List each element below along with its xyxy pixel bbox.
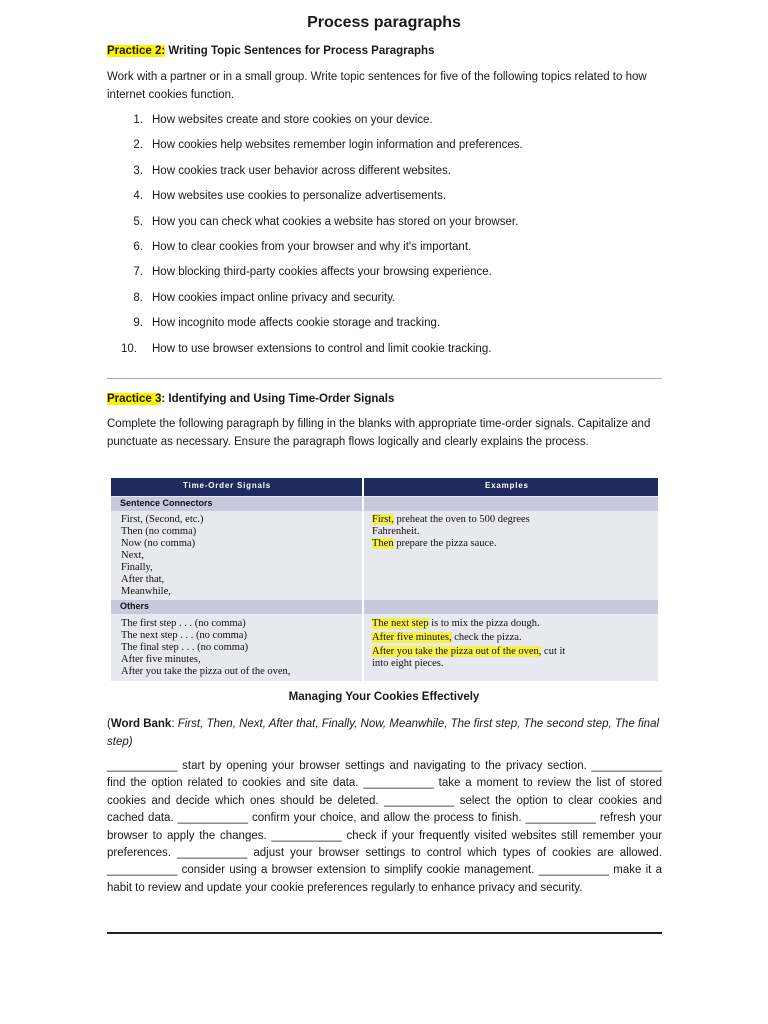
table-example (372, 632, 522, 644)
table-column-divider (362, 478, 364, 681)
word-bank (107, 716, 662, 751)
list-item (107, 188, 662, 213)
word-bank-open: ( (107, 718, 111, 730)
list-text: How blocking third-party cookies affects your browsing experience. (152, 266, 492, 279)
table-example (372, 618, 540, 630)
list-text: How websites use cookies to personalize advertisements. (152, 190, 447, 203)
page-title: Process paragraphs (307, 14, 461, 31)
word-bank-label: Word Bank (110, 718, 172, 730)
table-cell: First, (Second, etc.) (121, 514, 204, 525)
practice3-heading-text: : Identifying and Using Time-Order Signals (161, 393, 395, 405)
list-text: How cookies track user behavior across different websites. (152, 164, 451, 177)
list-item (107, 163, 662, 188)
list-item (107, 315, 662, 340)
list-text: How cookies impact online privacy and security. (152, 291, 396, 304)
highlighted-signal: First, (372, 514, 394, 525)
highlighted-signal: After five minutes, (372, 632, 452, 643)
exercise-title: Managing Your Cookies Effectively (288, 691, 480, 703)
table-cell: Then (no comma) (121, 526, 197, 537)
list-number: 6. (133, 240, 143, 253)
practice3-heading (107, 393, 394, 405)
list-item (107, 264, 662, 289)
practice3-label: Practice 3 (107, 393, 162, 405)
list-number: 1. (133, 114, 143, 126)
list-number: 5. (133, 215, 143, 228)
table-example (372, 646, 565, 658)
fill-in-paragraph: ___________ start by opening your browser settings and navigating to the privacy section. ___________ find the option related to cookies and site data. ___________ take a moment to review the list of stored cookies and decide which ones should be deleted. ___________ select the option to clear cookies and cached data. ___________ confirm your choice, and allow the process to finish. ___________ refresh your browser to apply the changes. ___________ check if your frequently visited websites still remember your preferences. ___________ adjust your browser settings to control which types of cookies are allowed. ___________ consider using a browser extension to simplify cookie management. ___________ make it a habit to review and update your cookie preferences regularly to enhance privacy and security. (107, 760, 662, 894)
table-cell: Meanwhile, (121, 586, 171, 597)
list-number: 10. (121, 342, 137, 355)
table-example (372, 538, 496, 550)
list-number: 8. (133, 291, 143, 304)
example-text: cut it (541, 646, 566, 657)
table-cell: Now (no comma) (121, 538, 196, 549)
list-number: 3. (133, 164, 143, 177)
table-section-band (111, 497, 658, 511)
table-cell: After you take the pizza out of the oven, (121, 666, 291, 677)
list-item (107, 341, 662, 366)
list-text: How to use browser extensions to control and limit cookie tracking. (152, 342, 492, 355)
list-number: 9. (133, 317, 143, 330)
list-item (107, 112, 662, 137)
practice2-heading (107, 45, 434, 57)
highlighted-signal: The next step (372, 618, 429, 629)
practice2-instructions: Work with a partner or in a small group. Write topic sentences for five of the following topics related to how internet cookies function. (107, 71, 647, 101)
practice2-heading-text: Writing Topic Sentences for Process Paragraphs (165, 45, 435, 57)
list-item (107, 137, 662, 162)
word-bank-words: First, Then, Next, After that, Finally, Now, Meanwhile, The first step, The second step, The final step (107, 718, 660, 748)
list-number: 7. (133, 266, 143, 279)
table-example-cont: into eight pieces. (372, 658, 444, 669)
example-text: check the pizza. (451, 632, 522, 643)
table-example (372, 514, 530, 526)
topic-list (107, 112, 662, 366)
section-divider (107, 378, 662, 379)
table-cell: The next step . . . (no comma) (121, 630, 247, 641)
bottom-divider (107, 932, 662, 934)
example-text: preheat the oven to 500 degrees (393, 514, 530, 525)
practice2-label: Practice 2: (107, 45, 166, 57)
table-example-cont: Fahrenheit. (372, 526, 420, 537)
table-cell: The first step . . . (no comma) (121, 618, 246, 629)
table-cell: Next, (121, 550, 145, 561)
table-cell: Finally, (121, 562, 153, 573)
word-bank-colon: : (171, 718, 178, 730)
table-col1-header: Time-Order Signals (183, 481, 272, 490)
highlighted-signal: Then (372, 538, 394, 549)
list-text: How you can check what cookies a website has stored on your browser. (152, 215, 519, 228)
example-text: is to mix the pizza dough. (428, 618, 540, 629)
table-connectors-list (121, 514, 204, 598)
list-text: How to clear cookies from your browser and why it's important. (152, 240, 472, 253)
word-bank-close: ) (128, 735, 133, 748)
list-item (107, 239, 662, 264)
list-number: 4. (133, 190, 143, 203)
list-text: How websites create and store cookies on your device. (152, 114, 433, 126)
table-section-label: Others (120, 601, 150, 611)
list-item (107, 290, 662, 315)
highlighted-signal: After you take the pizza out of the oven, (372, 646, 542, 657)
table-header-row (111, 478, 658, 496)
list-text: How incognito mode affects cookie storage and tracking. (152, 317, 441, 330)
table-section-band (111, 600, 658, 614)
table-col2-header: Examples (485, 481, 529, 490)
table-cell: After that, (121, 574, 165, 585)
table-cell: After five minutes, (121, 654, 201, 665)
table-cell: The final step . . . (no comma) (121, 642, 249, 653)
list-text: How cookies help websites remember login information and preferences. (152, 139, 523, 152)
example-text: prepare the pizza sauce. (393, 538, 497, 549)
time-order-signals-table (111, 478, 658, 681)
table-others-list (121, 618, 290, 678)
table-section-label: Sentence Connectors (120, 498, 213, 508)
list-item (107, 214, 662, 239)
practice3-instructions: Complete the following paragraph by filling in the blanks with appropriate time-order signals. Capitalize and punctuate as necessary. Ensure the paragraph flows logically and clearly explains the process. (107, 418, 651, 448)
list-number: 2. (133, 139, 143, 152)
